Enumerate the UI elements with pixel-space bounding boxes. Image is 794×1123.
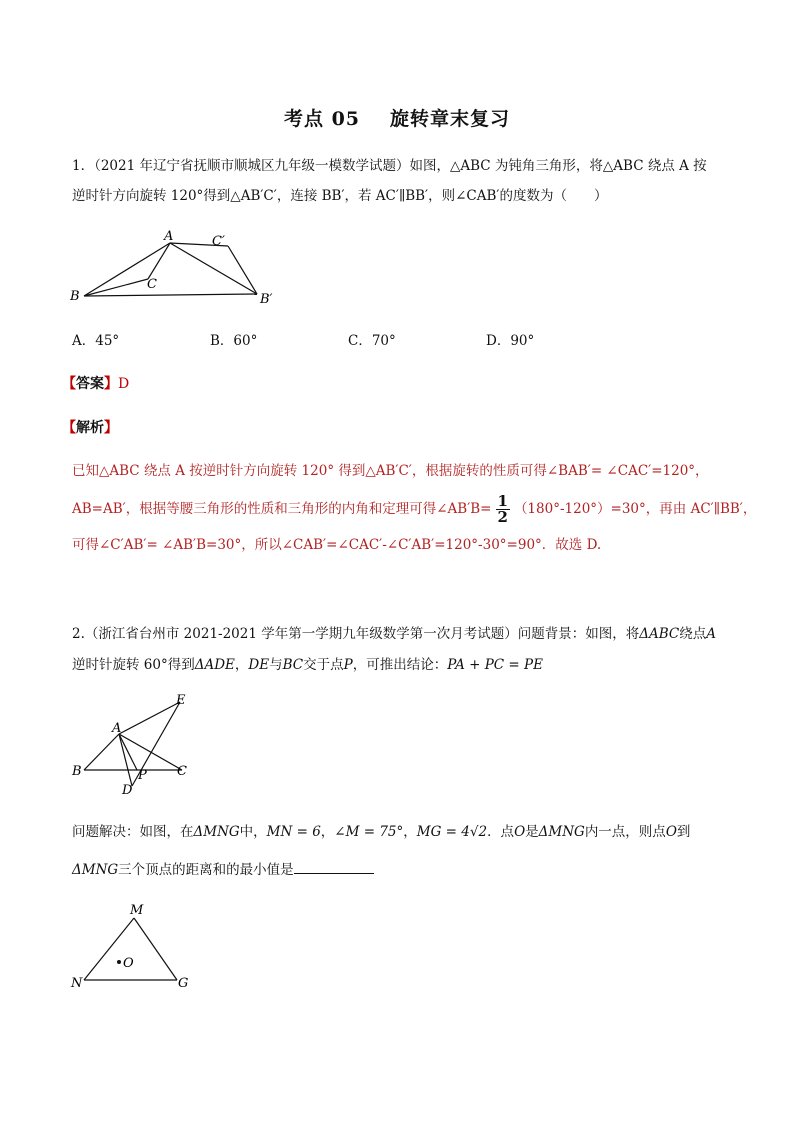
q1-stem-line1: 1．（2021 年辽宁省抚顺市顺城区九年级一模数学试题）如图，△ABC 为钝角三角形，将△ABC 绕点 A 按	[72, 158, 707, 174]
q2-label-C: C	[177, 764, 187, 779]
q2-text: 与	[269, 657, 283, 673]
q2-text: 内一点，则点	[584, 824, 666, 840]
analysis-line2-part2: （180°-120°）=30°，再由 AC′∥BB′，	[513, 501, 757, 517]
q2-label-B: B	[72, 764, 82, 779]
q2-text: 绕点	[679, 626, 707, 642]
point-o	[117, 960, 121, 964]
q1-label-C: C	[147, 277, 157, 292]
q2-math: MN = 6	[266, 824, 321, 840]
q1-option-a: A．45°	[72, 333, 120, 349]
q2-math: ∠M = 75°	[334, 824, 404, 840]
q2-math: P	[343, 657, 353, 673]
answer-blank[interactable]	[294, 861, 374, 874]
q2-math: ΔMNG	[72, 862, 119, 878]
title-text: 旋转章末复习	[390, 108, 511, 130]
q2-text: 2.（浙江省台州市 2021-2021 学年第一学期九年级数学第一次月考试题）问题背景：如图，将	[72, 626, 640, 642]
q1-analysis-line2	[72, 494, 756, 525]
title-number: 考点 05	[283, 108, 361, 130]
q1-option-b: B．60°	[210, 333, 258, 349]
fraction-half	[496, 494, 510, 525]
q2-text: ，可推出结论：	[352, 657, 448, 673]
q1-label-B1: B′	[260, 292, 273, 307]
q2-seg-AD	[119, 734, 132, 786]
q2-solve-line2	[72, 860, 722, 880]
q1-seg-CA	[148, 243, 170, 279]
q2-text: ，	[234, 657, 249, 673]
q2-text: 交于点	[303, 657, 344, 673]
q2-label-D: D	[122, 783, 133, 798]
q2-text: ，	[320, 824, 335, 840]
q2-text: 问题解决：如图，在	[72, 824, 194, 840]
q1-seg-AB1	[170, 243, 257, 294]
q2-text: ，	[403, 824, 417, 840]
q1-option-c: C．70°	[348, 333, 396, 349]
q1-label-A: A	[164, 229, 174, 244]
q1-label-C1: C′	[212, 234, 225, 249]
q2-solve-line1	[72, 822, 722, 842]
q2-conclusion: PA + PC = PE	[447, 657, 543, 673]
q2-figure-mng	[66, 900, 196, 995]
fraction-denominator: 2	[497, 508, 508, 526]
q1-analysis-line3: 可得∠C′AB′= ∠AB′B=30°，所以∠CAB′=∠CAC′-∠C′AB′=120°-30°=90°．故选 D.	[72, 537, 602, 553]
q1-seg-BA	[84, 243, 170, 296]
analysis-tag: 解析	[76, 420, 104, 436]
analysis-line2-part1: AB=AB′，根据等腰三角形的性质和三角形的内角和定理可得∠AB′B=	[72, 501, 492, 517]
mng-label-G: G	[178, 976, 189, 991]
q2-stem-line1	[72, 624, 722, 644]
q2-seg-BA	[84, 734, 119, 770]
q2-text: 三个顶点的距离和的最小值是	[118, 862, 294, 878]
q2-label-A: A	[112, 721, 122, 736]
q2-math: MG = 4√2	[416, 824, 488, 840]
mng-label-M: M	[130, 903, 144, 918]
q1-seg-C1B1	[228, 246, 257, 294]
q2-math: ΔMNG	[538, 824, 585, 840]
q2-math: DE	[248, 657, 270, 673]
mng-seg-MG	[134, 918, 177, 980]
q2-figure	[66, 690, 196, 800]
q2-math: O	[665, 824, 677, 840]
q2-text: 是	[525, 824, 539, 840]
q1-analysis-heading: 【解析】	[62, 420, 118, 436]
mng-label-O: O	[123, 956, 134, 971]
q2-math: ΔABC	[639, 626, 680, 642]
mng-label-N: N	[71, 976, 83, 991]
q1-option-d: D．90°	[486, 333, 535, 349]
q1-answer: 【答案】D	[62, 376, 130, 392]
fraction-numerator: 1	[497, 492, 508, 510]
q2-math: O	[514, 824, 526, 840]
q1-label-B: B	[70, 289, 80, 304]
q2-math: ΔADE	[194, 657, 235, 673]
q1-analysis-line1: 已知△ABC 绕点 A 按逆时针方向旋转 120° 得到△AB′C′，根据旋转的性质可得∠BAB′= ∠CAC′=120°，	[72, 463, 709, 479]
answer-value: D	[118, 376, 130, 392]
q2-text: 逆时针旋转 60°得到	[72, 657, 195, 673]
q2-math: A	[706, 626, 716, 642]
q1-figure	[64, 226, 284, 308]
q2-label-E: E	[176, 693, 186, 708]
q2-text: ．点	[487, 824, 515, 840]
q2-text: 到	[676, 824, 691, 840]
q1-seg-BB1	[84, 294, 257, 296]
q1-seg-BC	[84, 279, 148, 296]
q2-label-P: P	[138, 768, 147, 783]
q2-math: BC	[282, 657, 304, 673]
q1-stem-line2: 逆时针方向旋转 120°得到△AB′C′，连接 BB′，若 AC′∥BB′，则∠CAB′的度数为（ ）	[72, 188, 608, 204]
q2-text: 中，	[239, 824, 267, 840]
page-title	[0, 104, 794, 131]
q2-math: ΔMNG	[193, 824, 240, 840]
answer-tag: 答案	[76, 376, 104, 392]
q2-stem-line2	[72, 655, 722, 675]
